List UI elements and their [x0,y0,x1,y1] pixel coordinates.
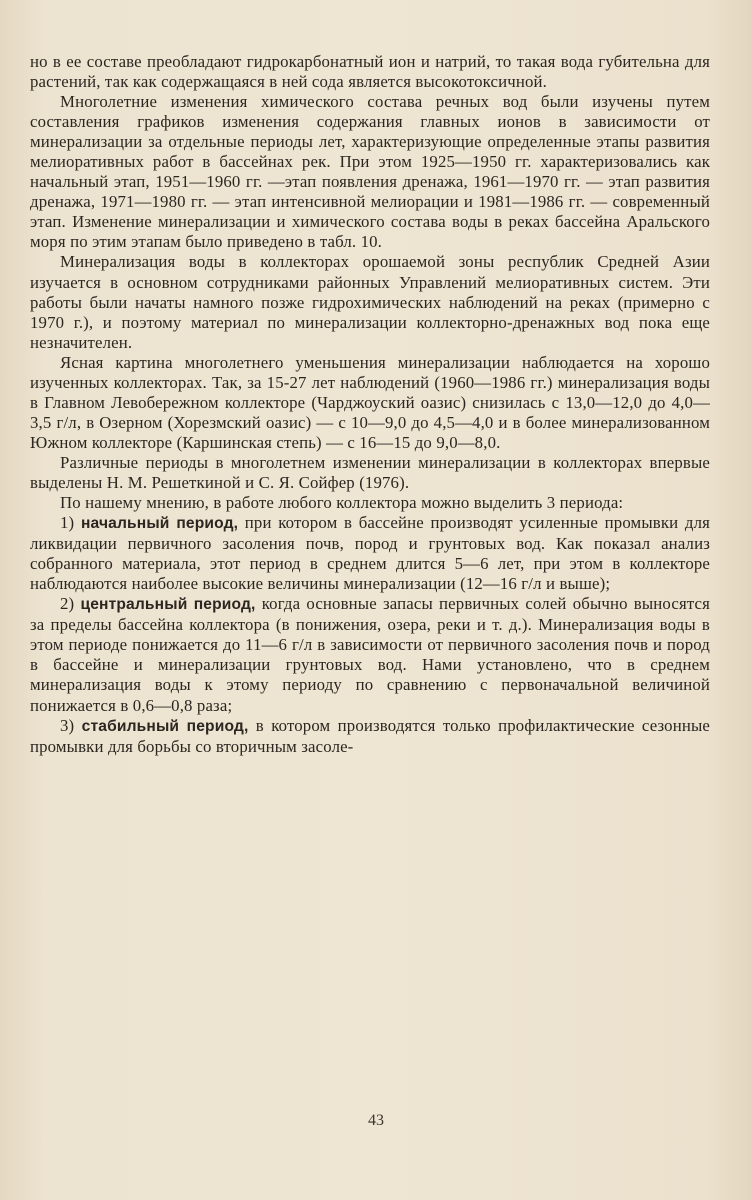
list-item-text: в котором производятся только профилактические сезонные промывки для борьбы со вторичным засоле- [30,715,711,756]
paragraph-three-periods-intro: По нашему мнению, в работе любого коллектора можно выделить 3 периода: [60,493,624,513]
list-item-text: когда основные запасы первичных солей обычно выносятся за пределы бассейна коллектора (в понижения, озера, реки и т. д.). Минерализация воды в этом периоде понижается до 11—6 г/л в зависимости от первичного засоления почв и пород в бассейне и минерализации грунтовых вод. Нами установлено, что в среднем минерализация воды к этому периоду по сравнению с первоначальной величиной понижается в 0,6—0,8 раза; [30,594,711,715]
body-text [30,52,710,757]
list-item-stable-period [30,716,710,757]
paragraph-periods-identified: Различные периоды в многолетнем изменении минерализации в коллекторах впервые выделены Н. М. Решеткиной и С. Я. Сойфер (1976). [30,452,710,492]
paragraph-continuation: но в ее составе преобладают гидрокарбонатный ион и натрий, то такая вода губительна для растений, так как содержащаяся в ней сода является высокотоксичной. [30,52,710,92]
page-number: 43 [368,1112,384,1129]
list-number: 2) [60,594,81,614]
paragraph-collector-mineralization: Минерализация воды в коллекторах орошаемой зоны республик Средней Азии изучается в основном сотрудниками районных Управлений мелиоративных систем. Эти работы были начаты намного позже гидрохимических наблюдений на реках (примерно с 1970 г.), и поэтому материал по минерализации коллекторно-дренажных вод пока еще незначителен. [30,252,710,352]
list-item-text: при котором в бассейне производят усиленные промывки для ликвидации первичного засоления почв, пород и грунтовых вод. Как показал анализ собранного материала, этот период в среднем длится 5—6 лет, при этом в коллекторе наблюдаются наиболее высокие величины минерализации (12—16 г/л и выше); [30,513,710,594]
term-stable-period: стабильный период, [81,717,249,735]
list-item-central-period [30,594,710,715]
list-number: 1) [60,513,81,533]
paragraph-long-term-changes: Многолетние изменения химического состава речных вод были изучены путем составления графиков изменения содержания главных ионов в зависимости от минерализации за отдельные периоды лет, характеризующие определенные этапы развития мелиоративных работ в бассейнах рек. При этом 1925—1950 гг. характеризовались как начальный этап, 1951—1960 гг. —этап появления дренажа, 1961—1970 гг. — этап развития дренажа, 1971—1980 гг. — этап интенсивной мелиорации и 1981—1986 гг. — современный этап. Изменение минерализации и химического состава воды в реках бассейна Аральского моря по этим этапам было приведено в табл. 10. [30,92,710,252]
paragraph-mineralization-decrease: Ясная картина многолетнего уменьшения минерализации наблюдается на хорошо изученных коллекторах. Так, за 15-27 лет наблюдений (1960—1986 гг.) минерализация воды в Главном Левобережном коллекторе (Чарджоуский оазис) снизилась с 13,0—12,0 до 4,0—3,5 г/л, в Озерном (Хорезмский оазис) — с 10—9,0 до 4,5—4,0 и в более минерализованном Южном коллекторе (Каршинская степь) — с 16—15 до 9,0—8,0. [30,352,710,452]
term-central-period: центральный период, [80,596,256,614]
list-item-initial-period [30,513,710,594]
list-number: 3) [60,715,82,735]
term-initial-period: начальный период, [80,515,239,533]
